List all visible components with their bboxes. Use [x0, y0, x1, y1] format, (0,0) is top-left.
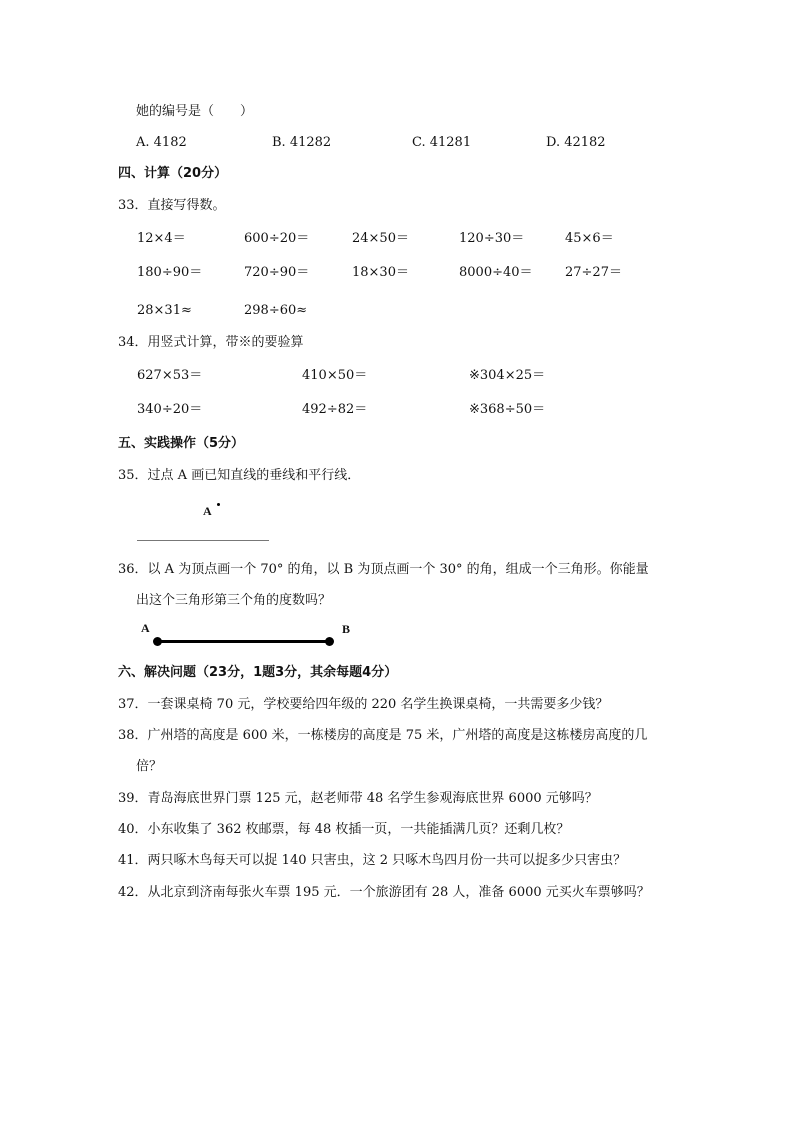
- q40: 40．小东收集了 362 枚邮票，每 48 枚插一页，一共能插满几页？还剩几枚？: [118, 822, 570, 837]
- q39: 39．青岛海底世界门票 125 元，赵老师带 48 名学生参观海底世界 6000 元够吗？: [118, 791, 598, 806]
- segment-label-a: A: [141, 621, 150, 635]
- calc-item: 8000÷40＝: [459, 265, 533, 280]
- q41: 41．两只啄木鸟每天可以捉 140 只害虫，这 2 只啄木鸟四月份一共可以捉多少只害虫？: [118, 853, 627, 868]
- calc-item: 24×50＝: [352, 231, 409, 246]
- option-c: C. 41281: [412, 135, 472, 150]
- section-5-heading: 五、实践操作（5分）: [118, 436, 245, 451]
- option-d: D. 42182: [546, 135, 606, 150]
- calc-item: 27÷27＝: [565, 265, 622, 280]
- q35: 35．过点 A 画已知直线的垂线和平行线．: [118, 468, 361, 483]
- q34: 34．用竖式计算，带※的要验算: [118, 335, 304, 350]
- q36-line1: 36．以 A 为顶点画一个 70° 的角，以 B 为顶点画一个 30° 的角，组成一个三角形。你能量: [118, 562, 649, 577]
- calc-item: 12×4＝: [137, 231, 186, 246]
- calc-item: 600÷20＝: [244, 231, 310, 246]
- q36-line2: 出这个三角形第三个角的度数吗？: [136, 593, 332, 608]
- vertical-calc-item: ※368÷50＝: [469, 402, 546, 417]
- q42: 42．从北京到济南每张火车票 195 元．一个旅游团有 28 人，准备 6000 元买火车票够吗？: [118, 885, 650, 900]
- q32-tail: 她的编号是（ ）: [136, 104, 254, 119]
- given-line: [137, 540, 269, 541]
- endpoint-b: [325, 637, 334, 646]
- vertical-calc-item: ※304×25＝: [469, 368, 546, 383]
- option-a: A. 4182: [136, 135, 187, 150]
- point-a-label: A: [203, 504, 212, 518]
- option-b: B. 41282: [272, 135, 332, 150]
- segment-ab: [157, 640, 329, 643]
- endpoint-a: [153, 637, 162, 646]
- vertical-calc-item: 340÷20＝: [137, 402, 203, 417]
- section-6-heading: 六、解决问题（23分，1题3分，其余每题4分）: [118, 665, 398, 680]
- q38-line2: 倍？: [136, 759, 163, 774]
- calc-item: 120÷30＝: [459, 231, 525, 246]
- vertical-calc-item: 492÷82＝: [302, 402, 368, 417]
- q38-line1: 38．广州塔的高度是 600 米，一栋楼房的高度是 75 米，广州塔的高度是这栋楼房高度的几: [118, 728, 648, 743]
- calc-item: 28×31≈: [137, 303, 192, 318]
- calc-item: 180÷90＝: [137, 265, 203, 280]
- segment-label-b: B: [342, 622, 351, 636]
- q37: 37．一套课桌椅 70 元，学校要给四年级的 220 名学生换课桌椅，一共需要多少钱？: [118, 697, 609, 712]
- calc-item: 18×30＝: [352, 265, 409, 280]
- point-a-dot: [217, 503, 220, 506]
- section-4-heading: 四、计算（20分）: [118, 166, 228, 181]
- calc-item: 298÷60≈: [244, 303, 308, 318]
- calc-item: 45×6＝: [565, 231, 614, 246]
- calc-item: 720÷90＝: [244, 265, 310, 280]
- vertical-calc-item: 627×53＝: [137, 368, 203, 383]
- q33: 33．直接写得数。: [118, 198, 226, 213]
- vertical-calc-item: 410×50＝: [302, 368, 368, 383]
